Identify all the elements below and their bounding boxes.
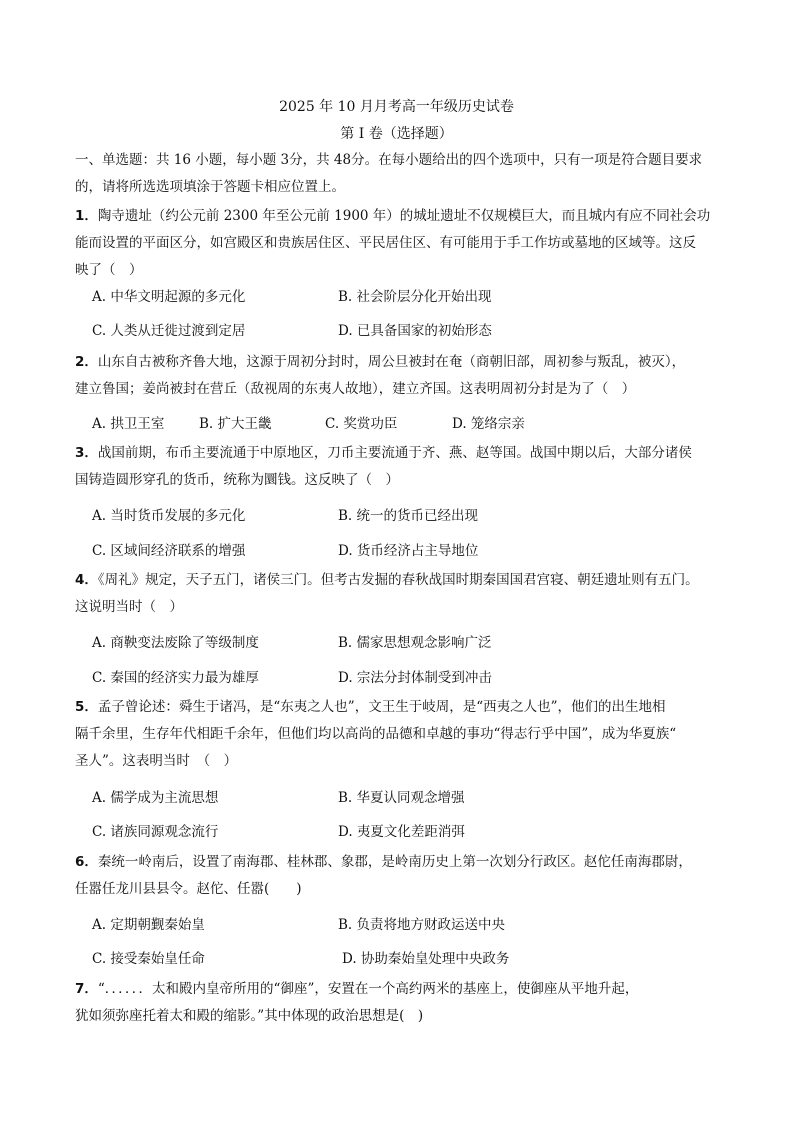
question-1-option-b[interactable]: B. 社会阶层分化开始出现 [338,289,492,305]
question-4-line-2: 这说明当时（ ） [75,599,183,615]
question-6-option-a[interactable]: A. 定期朝觐秦始皇 [92,917,205,933]
question-5-option-a[interactable]: A. 儒学成为主流思想 [92,790,219,806]
question-6-option-c[interactable]: C. 接受秦始皇任命 [92,951,205,967]
question-2-option-a[interactable]: A. 拱卫王室 [92,416,165,432]
question-2-line-1 [75,349,725,375]
question-6-option-d[interactable]: D. 协助秦始皇处理中央政务 [342,951,510,967]
question-4-number: 4． [75,572,98,588]
question-1-number: 1． [75,208,98,224]
question-3-option-b[interactable]: B. 统一的货币已经出现 [338,508,479,524]
question-2-option-d[interactable]: D. 笼络宗亲 [452,416,525,432]
question-1-option-d[interactable]: D. 已具备国家的初始形态 [338,323,492,339]
question-6-text-1: 秦统一岭南后，设置了南海郡、桂林郡、象郡，是岭南历史上第一次划分行政区。赵佗任南海郡尉， [97,854,692,870]
question-3-line-1 [75,440,725,466]
question-2-option-c[interactable]: C. 奖赏功臣 [325,416,398,432]
question-5-option-b[interactable]: B. 华夏认同观念增强 [338,790,465,806]
section-instruction-line-1: 一、单选题：共 16 小题，每小题 3分，共 48分。在每小题给出的四个选项中，只有一项是符合题目要求 [75,152,703,168]
question-1-option-c[interactable]: C. 人类从迁徙过渡到定居 [92,323,246,339]
question-4-option-c[interactable]: C. 秦国的经济实力最为雄厚 [92,670,259,686]
question-1-line-1 [75,203,725,229]
question-3-text-1: 战国前期，布币主要流通于中原地区，刀币主要流通于齐、燕、赵等国。战国中期以后，大部分诸侯 [97,445,692,461]
question-2-line-2: 建立鲁国；姜尚被封在营丘（敌视周的东夷人故地），建立齐国。这表明周初分封是为了（ ） [75,381,636,397]
question-6-line-1 [75,849,725,875]
question-1-text-1: 陶寺遗址（约公元前 2300 年至公元前 1900 年）的城址遗址不仅规模巨大，而且城内有应不同社会功 [97,208,711,224]
question-4-option-a[interactable]: A. 商鞅变法废除了等级制度 [92,635,259,651]
question-5-line-2: 隔千余里，生存年代相距千余年，但他们均以高尚的品德和卓越的事功“得志行乎中国”，成为华夏族“ [75,726,677,742]
question-2-text-1: 山东自古被称齐鲁大地，这源于周初分封时，周公旦被封在奄（商朝旧部，周初参与叛乱，被灭）， [97,354,686,370]
question-4-option-d[interactable]: D. 宗法分封体制受到冲击 [338,670,492,686]
volume-title: 第 I 卷（选择题） [340,126,453,142]
question-4-text-1: 《周礼》规定，天子五门，诸侯三门。但考古发掘的春秋战国时期秦国国君宫寝、朝廷遗址则有五门。 [97,572,699,588]
question-2-number: 2． [75,354,98,370]
question-6-line-2: 任嚣任龙川县县令。赵佗、任嚣( ) [75,881,302,897]
question-4-option-b[interactable]: B. 儒家思想观念影响广泛 [338,635,492,651]
question-3-line-2: 国铸造圆形穿孔的货币，统称为圜钱。这反映了（ ） [75,472,399,488]
question-7-line-2: 犹如须弥座托着太和殿的缩影。”其中体现的政治思想是( ) [75,1008,424,1024]
question-6-number: 6． [75,854,98,870]
question-5-number: 5． [75,699,98,715]
question-4-line-1 [75,567,725,593]
exam-title: 2025 年 10 月月考高一年级历史试卷 [279,99,514,115]
question-1-line-2: 能而设置的平面区分，如宫殿区和贵族居住区、平民居住区、有可能用于手工作坊或墓地的区域等。这反 [75,235,696,251]
question-6-option-b[interactable]: B. 负责将地方财政运送中央 [338,917,506,933]
question-3-option-c[interactable]: C. 区域间经济联系的增强 [92,543,246,559]
question-7-number: 7． [75,981,98,997]
question-5-line-1 [75,694,725,720]
question-3-option-a[interactable]: A. 当时货币发展的多元化 [92,508,246,524]
question-7-line-1 [75,976,725,1002]
section-instruction-line-2: 的，请将所选选项填涂于答题卡相应位置上。 [75,179,345,195]
question-7-text-1: “．．．．．．太和殿内皇帝所用的“御座”，安置在一个高约两米的基座上，使御座从平地升起， [97,981,639,997]
question-5-text-1: 孟子曾论述：舜生于诸冯，是“东夷之人也”，文王生于岐周，是“西夷之人也”，他们的出生地相 [97,699,666,715]
question-3-option-d[interactable]: D. 货币经济占主导地位 [338,543,479,559]
question-1-line-3: 映了（ ） [75,262,143,278]
question-2-option-b[interactable]: B. 扩大王畿 [199,416,272,432]
question-5-option-d[interactable]: D. 夷夏文化差距消弭 [338,824,465,840]
question-5-option-c[interactable]: C. 诸族同源观念流行 [92,824,219,840]
question-5-line-3: 圣人”。这表明当时 （ ） [75,753,238,769]
question-1-option-a[interactable]: A. 中华文明起源的多元化 [92,289,246,305]
question-3-number: 3． [75,445,98,461]
